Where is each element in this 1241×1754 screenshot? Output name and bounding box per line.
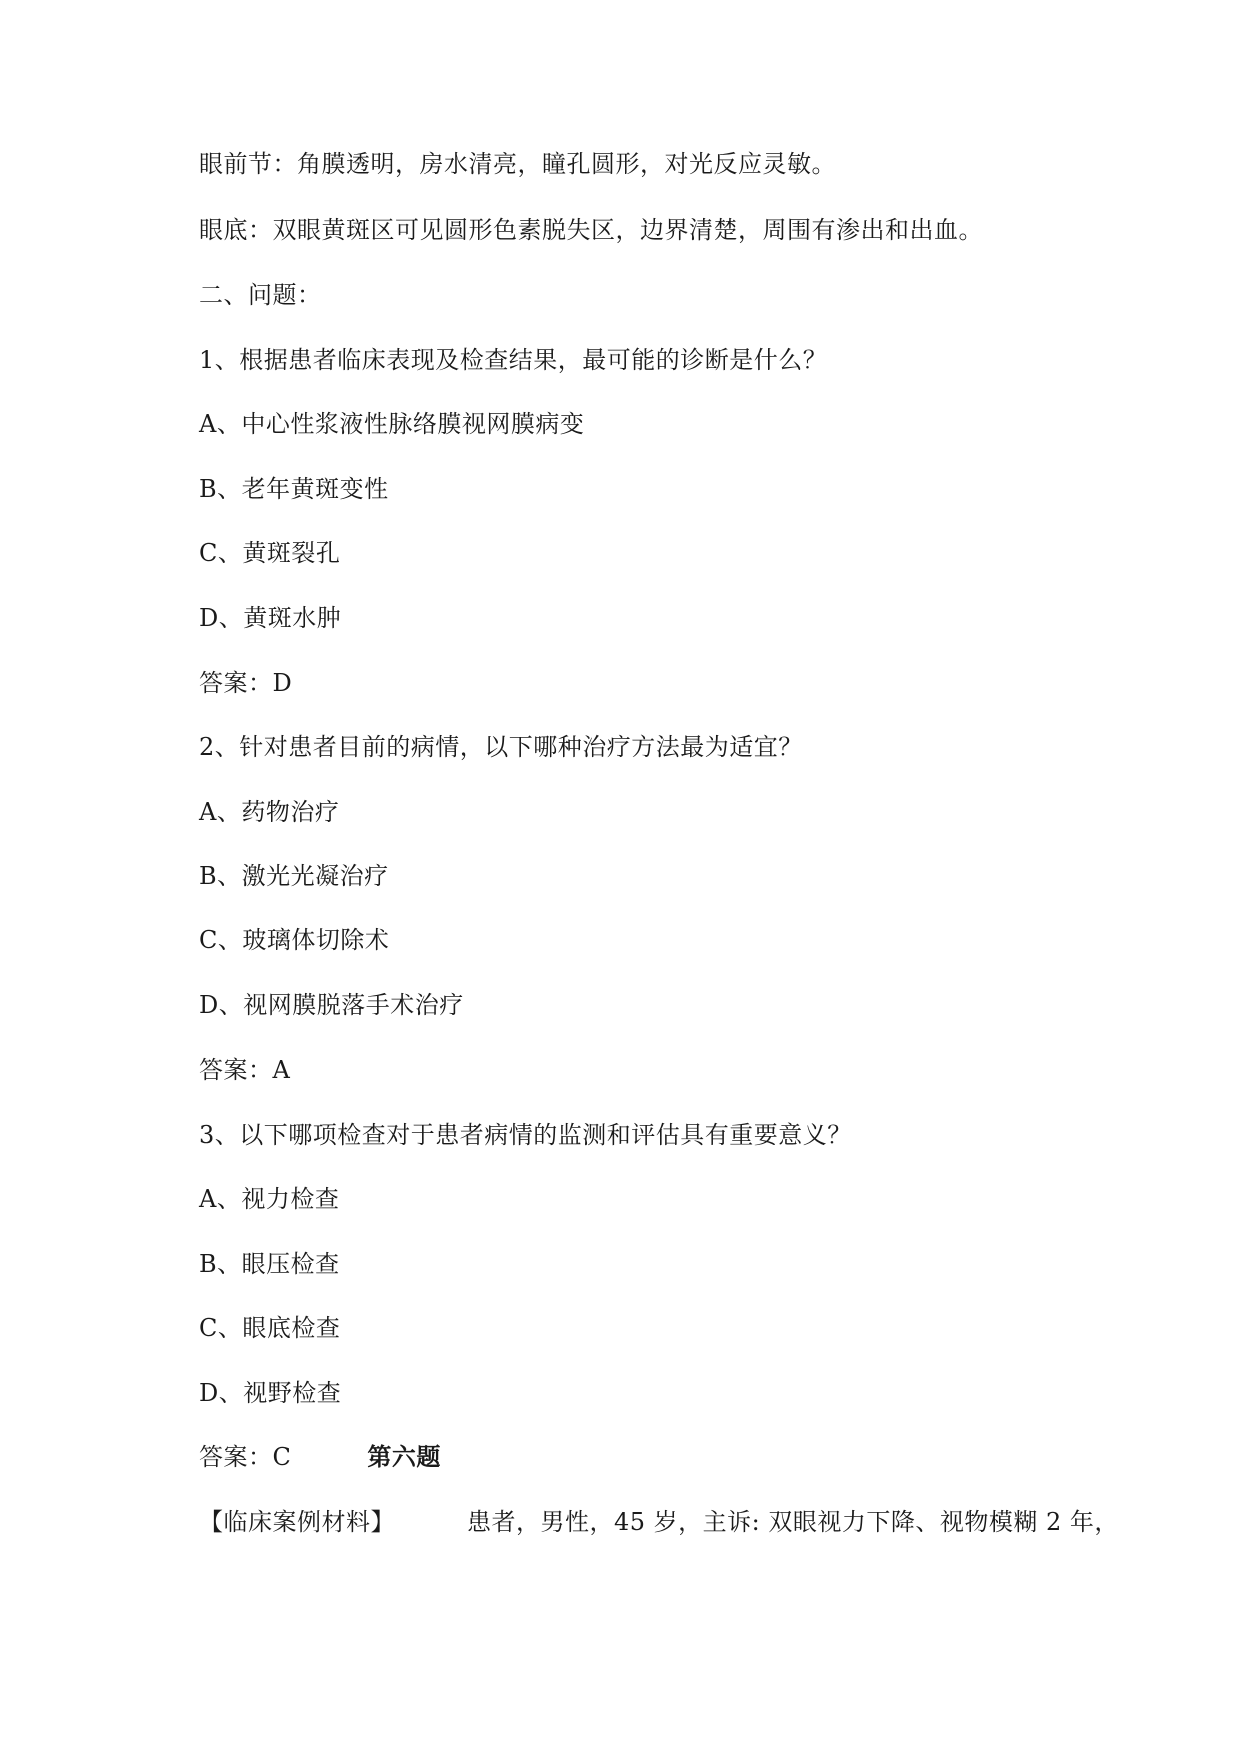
fundus-line: 眼底：双眼黄斑区可见圆形色素脱失区，边界清楚，周围有渗出和出血。 — [199, 216, 983, 244]
question-3-answer-row — [199, 1441, 441, 1473]
question-3-option-d: D、视野检查 — [199, 1379, 342, 1407]
case-material-label: 【临床案例材料】 — [199, 1508, 395, 1536]
case-material-row — [199, 1506, 1119, 1538]
question-1: 1、根据患者临床表现及检查结果，最可能的诊断是什么？ — [199, 346, 828, 374]
question-1-option-b: B、老年黄斑变性 — [199, 475, 389, 503]
question-2-option-a: A、药物治疗 — [199, 798, 340, 826]
case-material-text: 患者，男性，45 岁，主诉: 双眼视力下降、视物模糊 2 年， — [467, 1508, 1119, 1536]
question-2-option-d: D、视网膜脱落手术治疗 — [199, 991, 464, 1019]
question-1-option-c: C、黄斑裂孔 — [199, 539, 341, 567]
question-3-answer: 答案：C — [199, 1443, 292, 1471]
question-2-option-b: B、激光光凝治疗 — [199, 862, 389, 890]
question-3: 3、以下哪项检查对于患者病情的监测和评估具有重要意义？ — [199, 1121, 852, 1149]
question-3-option-b: B、眼压检查 — [199, 1250, 340, 1278]
question-2-answer: 答案：A — [199, 1056, 291, 1084]
question-3-option-c: C、眼底检查 — [199, 1314, 341, 1342]
next-question-title: 第六题 — [367, 1442, 441, 1471]
question-2-option-c: C、玻璃体切除术 — [199, 926, 390, 954]
question-2: 2、针对患者目前的病情，以下哪种治疗方法最为适宜？ — [199, 733, 803, 761]
anterior-segment-line: 眼前节：角膜透明，房水清亮，瞳孔圆形，对光反应灵敏。 — [199, 150, 836, 178]
question-1-option-a: A、中心性浆液性脉络膜视网膜病变 — [199, 410, 585, 438]
section-heading-questions: 二、问题： — [199, 281, 322, 309]
question-3-option-a: A、视力检查 — [199, 1185, 340, 1213]
question-1-option-d: D、黄斑水肿 — [199, 604, 342, 632]
question-1-answer: 答案：D — [199, 669, 293, 697]
